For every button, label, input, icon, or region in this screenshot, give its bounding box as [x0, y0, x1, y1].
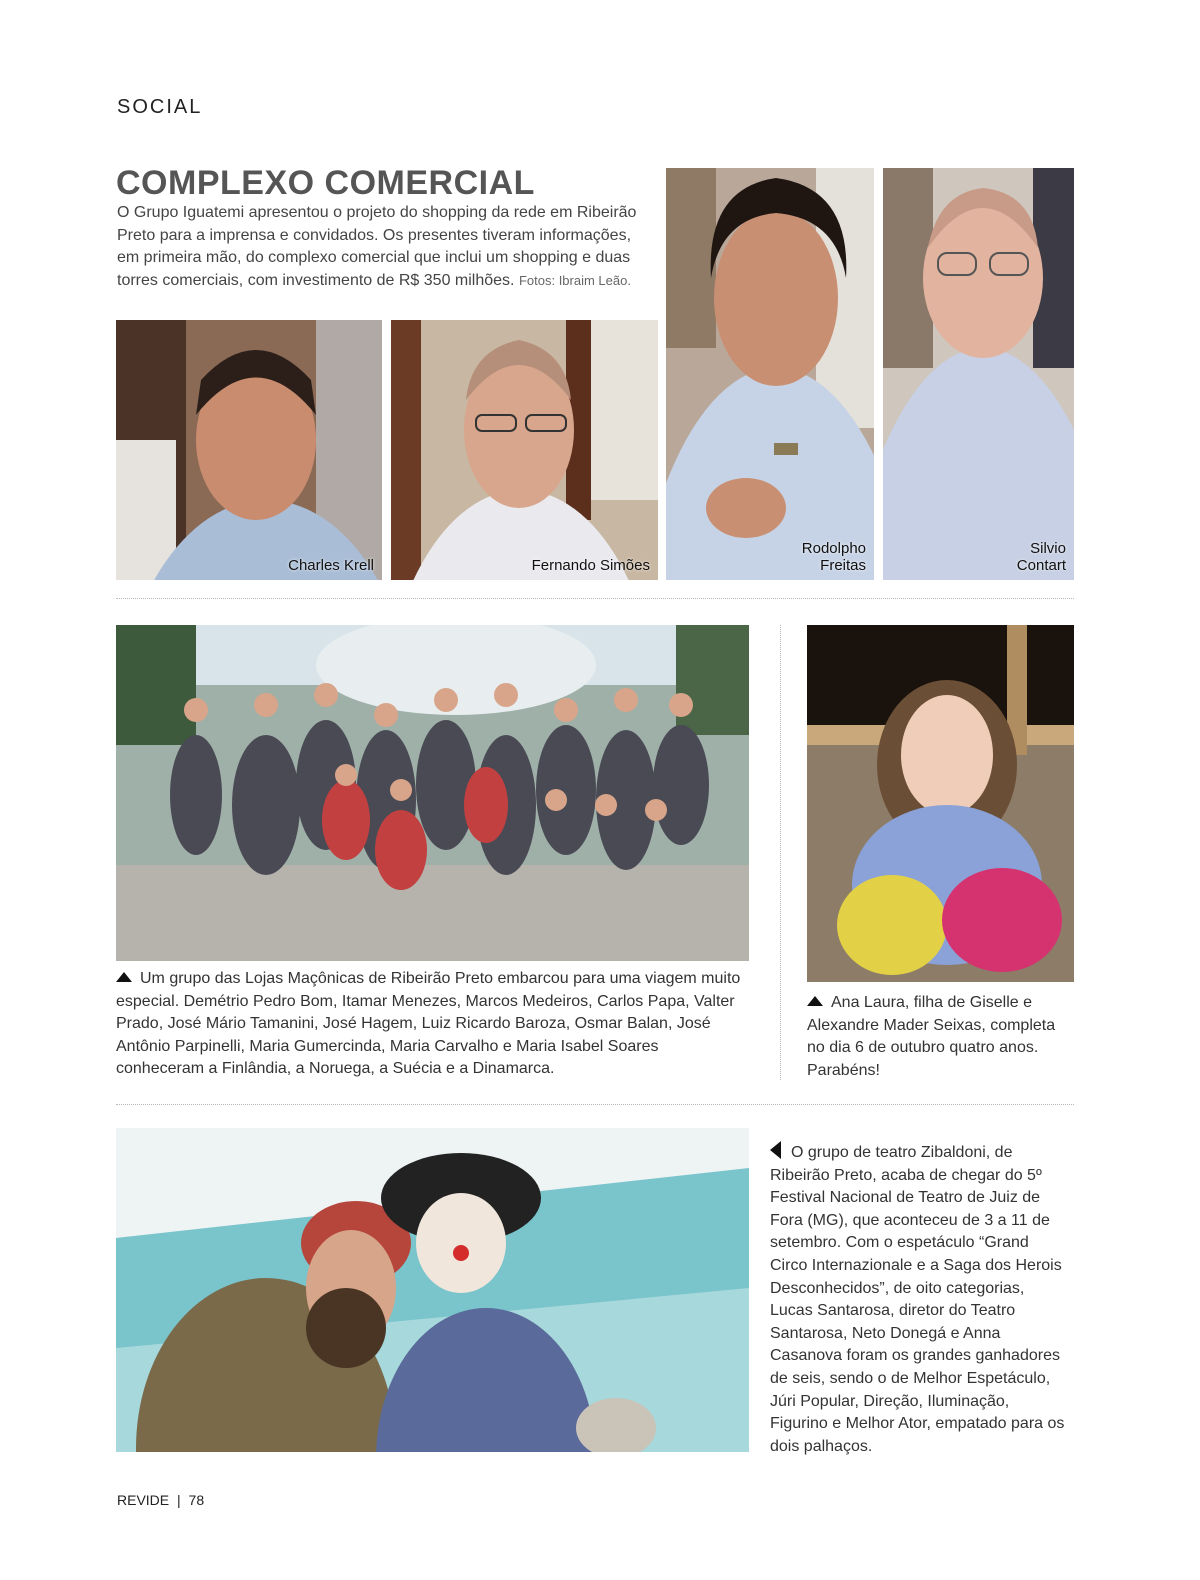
- page-number: 78: [188, 1492, 205, 1508]
- arrow-up-icon: [807, 996, 823, 1006]
- column-divider: [780, 625, 781, 1080]
- section-divider: [116, 598, 1074, 599]
- page-footer: [117, 1492, 204, 1508]
- photo-theater-clowns: [116, 1128, 749, 1452]
- theater-caption-text: O grupo de teatro Zibaldoni, de Ribeirão Preto, acaba de chegar do 5º Festival Nacional de Teatro de Juiz de Fora (MG), que aconteceu de 3 a 11 de setembro. Com o espetáculo “Grand Circo Internazionale e a Saga dos Herois Desconhecidos”, de oito categorias, Lucas Santarosa, diretor do Teatro Santarosa, Neto Donegá e Anna Casanova foram os grandes ganhadores de seis, sendo o de Melhor Espetáculo, Júri Popular, Direção, Iluminação, Figurino e Melhor Ator, empatado para os dois palhaços.: [770, 1144, 1065, 1455]
- article-intro: [117, 202, 657, 292]
- theater-photo-caption: [770, 1141, 1070, 1458]
- footer-separator: |: [177, 1492, 181, 1508]
- magazine-name: REVIDE: [117, 1492, 170, 1508]
- photo-group-travel: [116, 625, 749, 961]
- portrait-name: Silvio Contart: [1016, 540, 1066, 574]
- photo-portrait-3: [666, 168, 874, 580]
- portrait-name: Fernando Simões: [531, 557, 650, 574]
- arrow-up-icon: [116, 972, 132, 982]
- article-headline: COMPLEXO COMERCIAL: [116, 164, 535, 202]
- photo-portrait-4: [883, 168, 1074, 580]
- intro-text: O Grupo Iguatemi apresentou o projeto do shopping da rede em Ribeirão Preto para a imprensa e convidados. Os presentes tiveram informações, em primeira mão, do complexo comercial que inclui um shopping e duas torres comerciais, com investimento de R$ 350 milhões.: [117, 204, 637, 289]
- section-divider: [116, 1104, 1074, 1105]
- portrait-name: Charles Krell: [288, 557, 374, 574]
- photo-portrait-1: [116, 320, 382, 580]
- portrait-name: Rodolpho Freitas: [801, 540, 866, 574]
- group-caption-text: Um grupo das Lojas Maçônicas de Ribeirão Preto embarcou para uma viagem muito especial. Demétrio Pedro Bom, Itamar Menezes, Marcos Medeiros, Carlos Papa, Valter Prado, José Mário Tamanini, José Hagem, Luiz Ricardo Baroza, Osmar Balan, José Antônio Parpinelli, Maria Gumercinda, Maria Carvalho e Maria Isabel Soares conheceram a Finlândia, a Noruega, a Suécia e a Dinamarca.: [116, 970, 741, 1078]
- photo-portrait-2: [391, 320, 658, 580]
- section-label: SOCIAL: [117, 96, 203, 118]
- child-caption-text: Ana Laura, filha de Giselle e Alexandre Mader Seixas, completa no dia 6 de outubro quatro anos. Parabéns!: [807, 994, 1056, 1079]
- photo-credit: Fotos: Ibraim Leão.: [518, 272, 631, 288]
- child-photo-caption: [807, 992, 1074, 1082]
- photo-child: [807, 625, 1074, 982]
- arrow-left-icon: [770, 1141, 781, 1159]
- group-photo-caption: [116, 968, 750, 1081]
